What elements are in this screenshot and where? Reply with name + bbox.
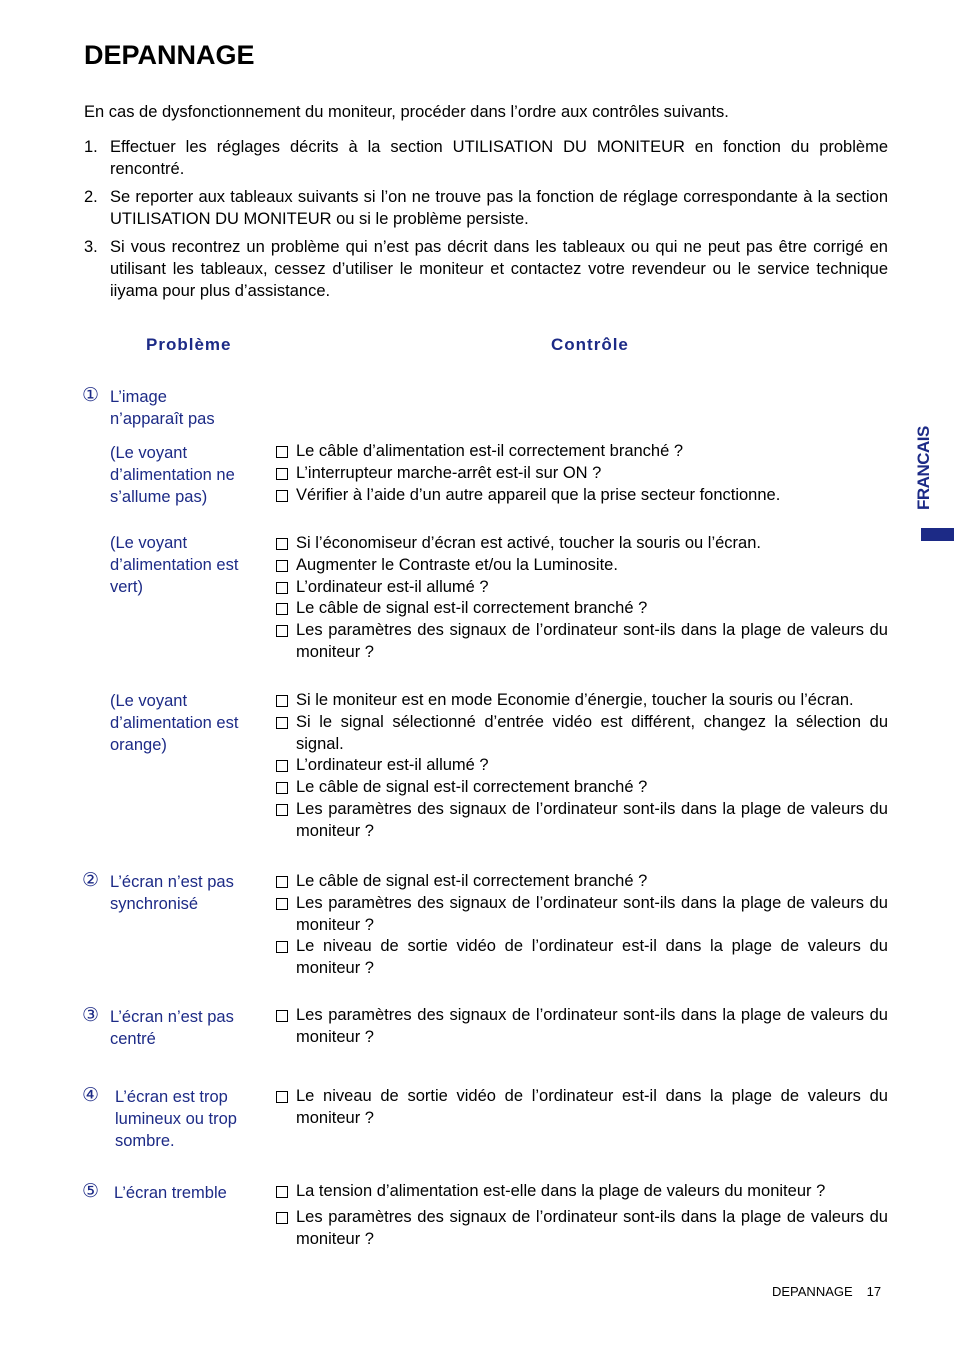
check-item: Si l’économiseur d’écran est activé, toucher la souris ou l’écran. (275, 533, 888, 555)
check-item: Le câble de signal est-il correctement branché ? (275, 777, 888, 799)
page-footer (772, 1284, 881, 1299)
language-tab-bar (921, 528, 954, 541)
problem-2-marker: ② (82, 870, 100, 891)
step-item: 3. Si vous recontrez un problème qui n’est pas décrit dans les tableaux ou qui ne peut pas être corrigé en utilisant les tableaux, cessez d’utiliser le moniteur et contactez votre revendeur ou le service technique iiyama pour plus d’assistance. (84, 238, 888, 300)
problem-1c-checks (275, 690, 888, 843)
check-item: Le niveau de sortie vidéo de l’ordinateur est-il dans la plage de valeurs du moniteur ? (275, 936, 888, 980)
problem-3-marker: ③ (82, 1005, 100, 1026)
problem-4-checks (275, 1086, 888, 1130)
check-item: Les paramètres des signaux de l’ordinateur sont-ils dans la plage de valeurs du moniteur ? (275, 799, 888, 843)
check-item: Vérifier à l’aide d’un autre appareil que la prise secteur fonctionne. (275, 485, 888, 507)
problem-2-checks (275, 871, 888, 980)
problem-2-label: L’écran n’est pas synchronisé (110, 873, 234, 913)
steps-list (84, 136, 888, 308)
check-item: L’ordinateur est-il allumé ? (275, 755, 888, 777)
problem-1b-checks (275, 533, 888, 664)
check-item: Si le signal sélectionné d’entrée vidéo est différent, changez la sélection du signal. (275, 712, 888, 756)
check-item: Les paramètres des signaux de l’ordinateur sont-ils dans la plage de valeurs du moniteur ? (275, 1005, 888, 1049)
step-item: 2. Se reporter aux tableaux suivants si l’on ne trouve pas la fonction de réglage correspondante à la section UTILISATION DU MONITEUR ou si le problème persiste. (84, 188, 888, 228)
check-item: Les paramètres des signaux de l’ordinateur sont-ils dans la plage de valeurs du moniteur ? (275, 1207, 888, 1251)
problem-3-checks (275, 1005, 888, 1049)
check-item: Le câble de signal est-il correctement branché ? (275, 598, 888, 620)
check-item: Le niveau de sortie vidéo de l’ordinateur est-il dans la plage de valeurs du moniteur ? (275, 1086, 888, 1130)
problem-1a-checks (275, 441, 888, 506)
check-item: Augmenter le Contraste et/ou la Luminosite. (275, 555, 888, 577)
problem-3-label: L’écran n’est pas centré (110, 1008, 234, 1048)
check-item: Le câble d’alimentation est-il correctement branché ? (275, 441, 888, 463)
problem-1a-label: (Le voyant d’alimentation ne s’allume pas) (110, 444, 235, 506)
check-item: Les paramètres des signaux de l’ordinateur sont-ils dans la plage de valeurs du moniteur ? (275, 620, 888, 664)
footer-section: DEPANNAGE (772, 1284, 853, 1299)
check-item: L’ordinateur est-il allumé ? (275, 577, 888, 599)
problem-5-label: L’écran tremble (114, 1184, 227, 1202)
problem-4-label: L’écran est trop lumineux ou trop sombre. (115, 1088, 237, 1150)
step-item: 1. Effectuer les réglages décrits à la section UTILISATION DU MONITEUR en fonction du problème rencontré. (84, 138, 888, 178)
check-item: Si le moniteur est en mode Economie d’énergie, toucher la souris ou l’écran. (275, 690, 888, 712)
page-title: DEPANNAGE (84, 40, 255, 70)
problem-1b-label: (Le voyant d’alimentation est vert) (110, 534, 239, 596)
problem-1-marker: ① (82, 385, 100, 406)
check-item: La tension d’alimentation est-elle dans la plage de valeurs du moniteur ? (275, 1181, 888, 1203)
problem-5-checks (275, 1181, 888, 1250)
check-item: Le câble de signal est-il correctement branché ? (275, 871, 888, 893)
language-tab-label: FRANCAIS (914, 426, 933, 510)
check-item: L’interrupteur marche-arrêt est-il sur ON ? (275, 463, 888, 485)
problem-5-marker: ⑤ (82, 1181, 100, 1202)
problem-1c-label: (Le voyant d’alimentation est orange) (110, 692, 239, 754)
check-item: Les paramètres des signaux de l’ordinateur sont-ils dans la plage de valeurs du moniteur ? (275, 893, 888, 937)
header-problem: Problème (146, 335, 232, 354)
header-control: Contrôle (551, 335, 629, 354)
problem-4-marker: ④ (82, 1085, 100, 1106)
intro-text: En cas de dysfonctionnement du moniteur, procéder dans l’ordre aux contrôles suivants. (84, 103, 729, 121)
problem-1-label: L’image n’apparaît pas (110, 388, 215, 428)
page-number: 17 (866, 1284, 882, 1299)
